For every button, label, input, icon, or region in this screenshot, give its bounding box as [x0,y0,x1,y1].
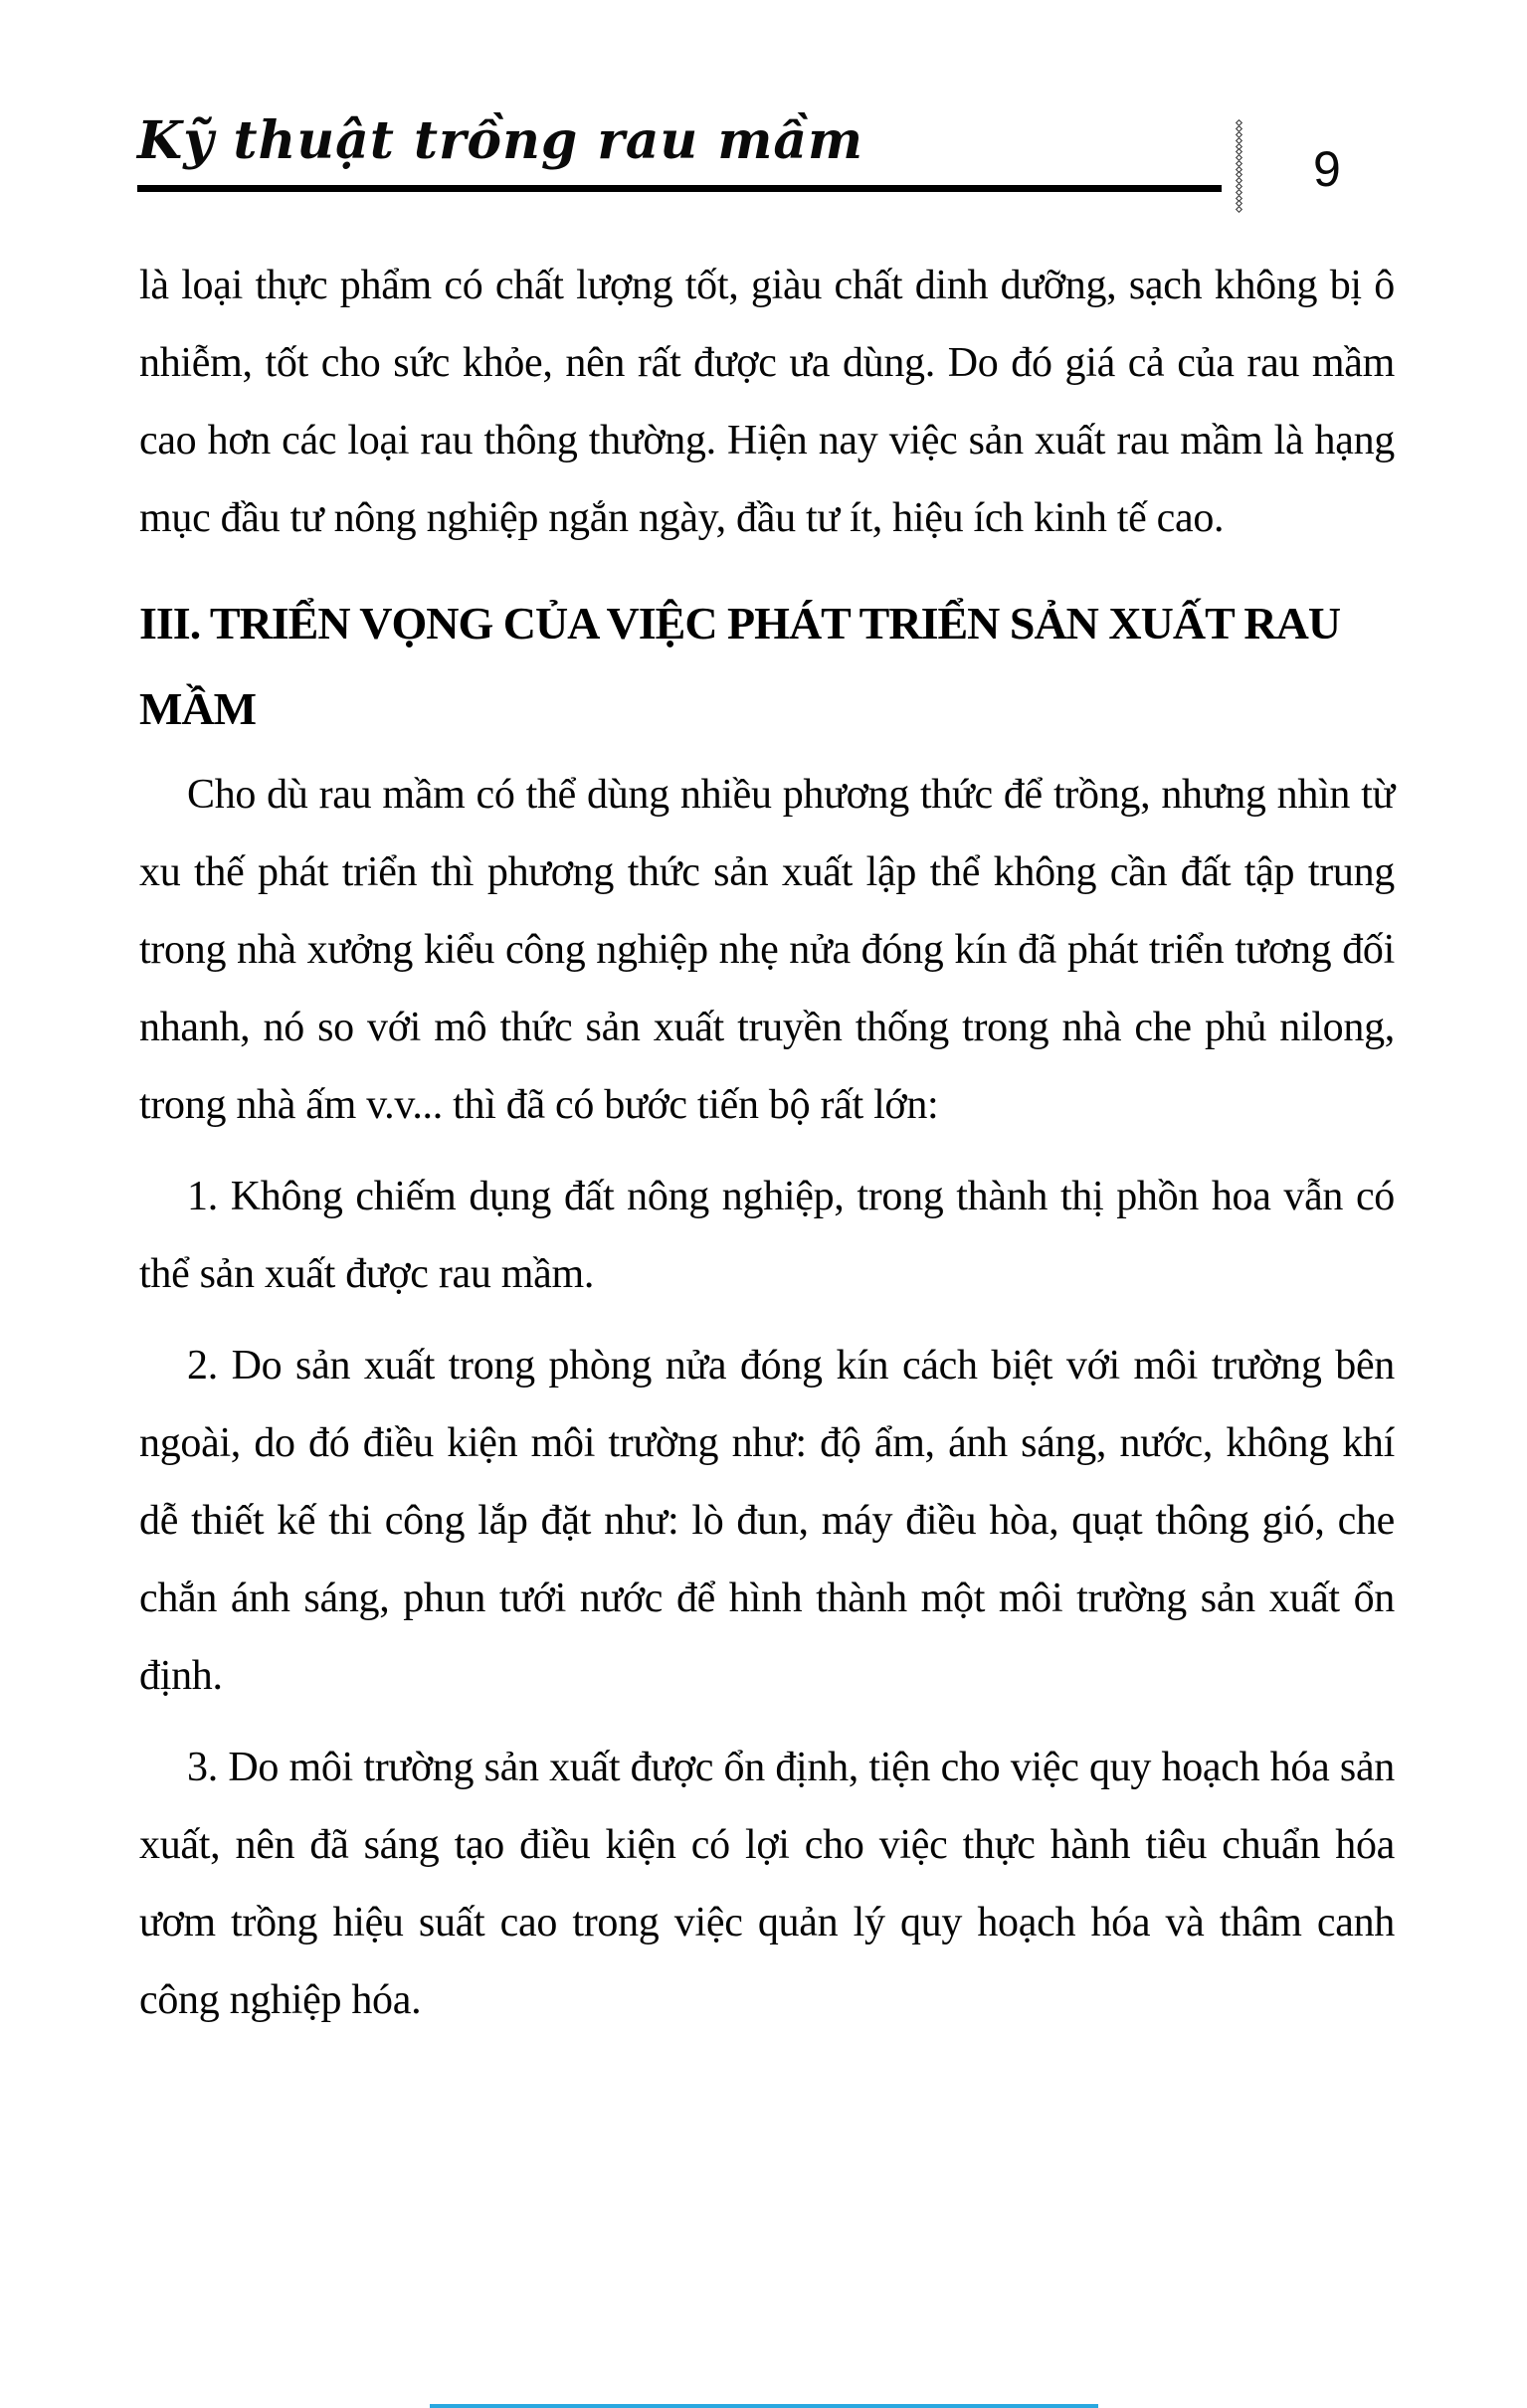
list-item-3: 3. Do môi trường sản xuất được ổn định, tiện cho việc quy hoạch hóa sản xuất, nên đã sáng tạo điều kiện có lợi cho việc thực hành tiêu chuẩn hóa ươm trồng hiệu suất cao trong việc quản lý quy hoạch hóa và thâm canh công nghiệp hóa. [139,1745,1395,2023]
diamond-chain-ornament [1237,120,1241,213]
header-rule [137,185,1222,192]
diamond-glyph [1236,206,1242,213]
body-text [139,247,1395,2053]
paragraph-intro: Cho dù rau mầm có thể dùng nhiều phương thức để trồng, nhưng nhìn từ xu thế phát triển thì phương thức sản xuất lập thể không cần đất tập trung trong nhà xưởng kiểu công nghiệp nhẹ nửa đóng kín đã phát triển tương đối nhanh, nó so với mô thức sản xuất truyền thống trong nhà che phủ nilong, trong nhà ấm v.v... thì đã có bước tiến bộ rất lớn: [139,772,1395,1128]
section-heading: III. TRIỂN VỌNG CỦA VIỆC PHÁT TRIỂN SẢN XUẤT RAU MẦM [139,598,1341,734]
page-number: 9 [1313,141,1341,197]
list-item-2: 2. Do sản xuất trong phòng nửa đóng kín cách biệt với môi trường bên ngoài, do đó điều kiện môi trường như: độ ẩm, ánh sáng, nước, không khí dễ thiết kế thi công lắp đặt như: lò đun, máy điều hòa, quạt thông gió, che chắn ánh sáng, phun tưới nước để hình thành một môi trường sản xuất ổn định. [139,1343,1395,1699]
running-header-title: Kỹ thuật trồng rau mầm [137,110,864,171]
bottom-edge-bar [430,2404,1098,2408]
list-item-1: 1. Không chiếm dụng đất nông nghiệp, trong thành thị phồn hoa vẫn có thể sản xuất được rau mầm. [139,1174,1395,1297]
paragraph-continuation: là loại thực phẩm có chất lượng tốt, giàu chất dinh dưỡng, sạch không bị ô nhiễm, tốt cho sức khỏe, nên rất được ưa dùng. Do đó giá cả của rau mầm cao hơn các loại rau thông thường. Hiện nay việc sản xuất rau mầm là hạng mục đầu tư nông nghiệp ngắn ngày, đầu tư ít, hiệu ích kinh tế cao. [139,263,1395,541]
